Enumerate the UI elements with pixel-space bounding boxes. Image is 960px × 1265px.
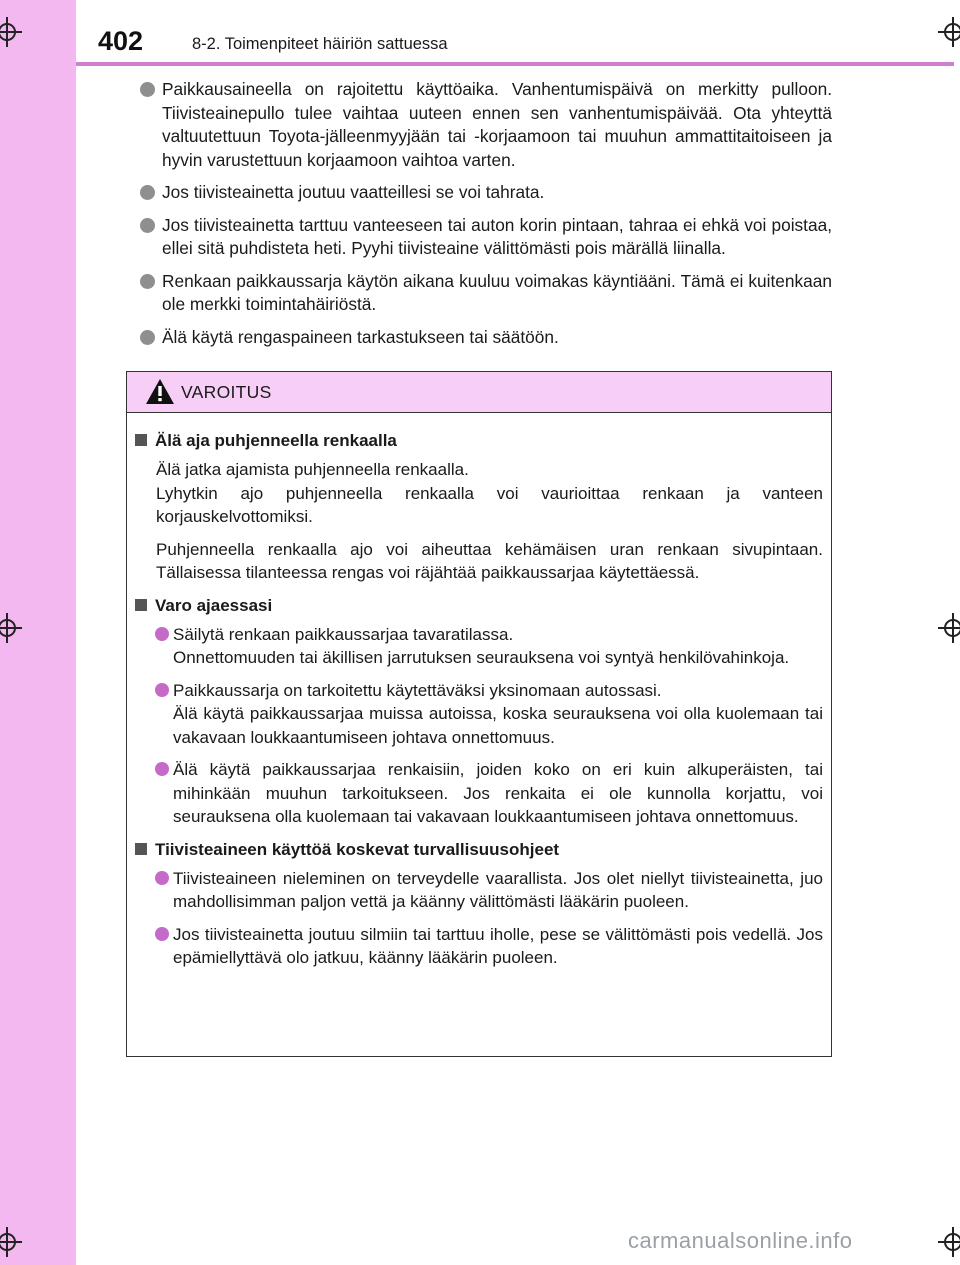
bullet-text: Paikkausaineella on rajoitettu käyttöaika. Vanhentumispäivä on merkitty pulloon. Tiivisteainepullo tulee vaihtaa uuteen ennen sen vanhentumispäivää. Ota yhteyttä valtuutettuun Toyota-jälleenmyyjään tai -korjaamoon tai muuhun ammattitaitoiseen ja hyvin varustettuun korjaamoon vaihtoa varten. <box>162 79 832 170</box>
section-title: 8-2. Toimenpiteet häiriön sattuessa <box>192 35 448 53</box>
bullet-dot-icon <box>155 627 169 641</box>
bullet-dot-icon <box>140 274 155 289</box>
bullet-line: Säilytä renkaan paikkaussarjaa tavaratilassa. <box>173 624 514 644</box>
bullet-dot-icon <box>140 82 155 97</box>
bullet-dot-icon <box>155 927 169 941</box>
bullet-text: Renkaan paikkaussarja käytön aikana kuuluu voimakas käyntiääni. Tämä ei kuitenkaan ole merkki toimintahäiriöstä. <box>162 270 832 314</box>
watermark: carmanualsonline.info <box>628 1228 853 1253</box>
registration-mark-icon <box>938 17 960 47</box>
square-bullet-icon <box>135 434 147 446</box>
paragraph-line: Puhjenneella renkaalla ajo voi aiheuttaa kehämäisen uran renkaan sivupintaan. Tällaisessa tilanteessa rengas voi räjähtää paikkaussarjaa käytettäessä. <box>156 539 823 582</box>
bullet-dot-icon <box>155 683 169 697</box>
paragraph-line: Älä jatka ajamista puhjenneella renkaalla. <box>156 460 469 479</box>
registration-mark-icon <box>0 613 22 643</box>
bullet-line: Älä käytä paikkaussarjaa muissa autoissa, koska seurauksena voi olla kuolemaan tai vakavaan loukkaantumiseen johtava onnettomuus. <box>173 704 823 747</box>
registration-mark-icon <box>0 1227 22 1257</box>
bullet-dot-icon <box>140 330 155 345</box>
registration-mark-icon <box>938 613 960 643</box>
warning-body <box>127 413 831 970</box>
bullet-text: Älä käytä rengaspaineen tarkastukseen tai säätöön. <box>162 326 559 347</box>
bullet-text: Jos tiivisteainetta joutuu vaatteillesi se voi tahrata. <box>162 182 545 202</box>
page-number: 402 <box>98 26 144 56</box>
warning-section-heading <box>133 429 823 452</box>
warning-section-heading <box>133 594 823 617</box>
section-heading-text: Älä aja puhjenneella renkaalla <box>155 431 397 450</box>
warning-header <box>127 372 831 413</box>
registration-mark-icon <box>0 17 22 47</box>
info-bullet <box>140 270 832 317</box>
bullet-line: Älä käytä paikkaussarjaa renkaisiin, joiden koko on eri kuin alkuperäisten, tai mihinkään muuhun tarkoitukseen. Jos renkaita ei ole kunnolla korjattu, voi seurauksena olla kuolemaan tai vakavaan loukkaantumiseen johtava onnettomuus. <box>173 760 823 826</box>
info-bullet <box>140 326 832 350</box>
bullet-line: Tiivisteaineen nieleminen on terveydelle vaarallista. Jos olet niellyt tiivisteainetta, juo mahdollisimman paljon vettä ja käänny välittömästi lääkärin puoleen. <box>173 868 823 911</box>
warning-bullet <box>133 923 823 970</box>
info-bullet <box>140 214 832 261</box>
bullet-dot-icon <box>140 218 155 233</box>
bullet-line: Jos tiivisteainetta joutuu silmiin tai tarttuu iholle, pese se välittömästi pois vedellä. Jos epämiellyttävä olo jatkuu, käänny lääkärin puoleen. <box>173 924 823 967</box>
warning-section-heading <box>133 838 823 861</box>
info-bullet <box>140 181 832 205</box>
bullet-dot-icon <box>155 871 169 885</box>
warning-title: VAROITUS <box>181 382 272 402</box>
warning-bullet <box>133 867 823 914</box>
warning-paragraph <box>133 538 823 585</box>
paragraph-line: Lyhytkin ajo puhjenneella renkaalla voi vaurioittaa renkaan ja vanteen korjauskelvottomiksi. <box>156 483 823 526</box>
warning-box <box>126 371 832 1057</box>
square-bullet-icon <box>135 599 147 611</box>
warning-bullet <box>133 623 823 670</box>
info-bullet <box>140 78 832 172</box>
header-divider <box>76 62 954 66</box>
section-heading-text: Tiivisteaineen käyttöä koskevat turvallisuusohjeet <box>155 839 560 859</box>
bullet-text: Jos tiivisteainetta tarttuu vanteeseen tai auton korin pintaan, tahraa ei ehkä voi poistaa, ellei sitä puhdisteta heti. Pyyhi tiivisteaine välittömästi pois märällä liinalla. <box>162 214 832 258</box>
info-bullet-list <box>140 78 832 358</box>
bullet-line: Paikkaussarja on tarkoitettu käytettäväksi yksinomaan autossasi. <box>173 680 662 700</box>
warning-paragraph <box>133 458 823 529</box>
bullet-dot-icon <box>155 762 169 776</box>
square-bullet-icon <box>135 843 147 855</box>
warning-bullet <box>133 758 823 829</box>
section-heading-text: Varo ajaessasi <box>155 595 273 615</box>
bullet-dot-icon <box>140 185 155 200</box>
warning-triangle-icon <box>145 378 175 405</box>
warning-bullet <box>133 679 823 750</box>
registration-mark-icon <box>938 1227 960 1257</box>
bullet-line: Onnettomuuden tai äkillisen jarrutuksen seurauksena voi syntyä henkilövahinkoja. <box>173 648 790 667</box>
